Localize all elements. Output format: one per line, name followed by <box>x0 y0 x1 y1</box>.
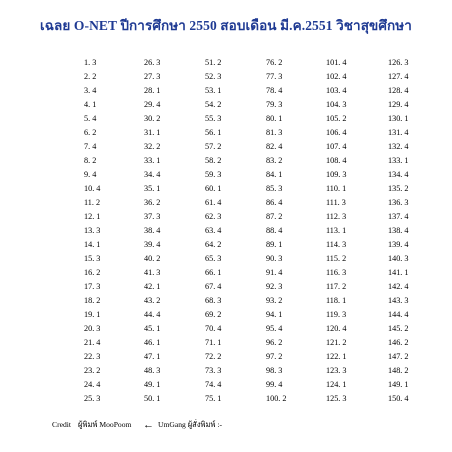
answer-cell: 10. 4 <box>84 184 101 193</box>
answer-row <box>0 378 452 392</box>
answer-cell: 89. 1 <box>266 240 283 249</box>
answer-cell: 36. 2 <box>144 198 161 207</box>
answer-cell: 82. 4 <box>266 142 283 151</box>
answer-cell: 63. 4 <box>205 226 222 235</box>
answer-row <box>0 140 452 154</box>
answer-cell: 92. 3 <box>266 282 283 291</box>
answer-cell: 98. 3 <box>266 366 283 375</box>
answer-cell: 70. 4 <box>205 324 222 333</box>
answer-cell: 141. 1 <box>388 268 409 277</box>
answer-cell: 47. 1 <box>144 352 161 361</box>
answer-row <box>0 322 452 336</box>
answer-cell: 22. 3 <box>84 352 101 361</box>
answer-cell: 83. 2 <box>266 156 283 165</box>
answer-cell: 121. 2 <box>326 338 347 347</box>
answer-cell: 21. 4 <box>84 338 101 347</box>
answer-row <box>0 294 452 308</box>
answer-cell: 137. 4 <box>388 212 409 221</box>
arrow-left-icon: ← <box>143 419 154 431</box>
answer-cell: 127. 4 <box>388 72 409 81</box>
answer-cell: 80. 1 <box>266 114 283 123</box>
answer-cell: 114. 3 <box>326 240 347 249</box>
answer-cell: 46. 1 <box>144 338 161 347</box>
answer-cell: 29. 4 <box>144 100 161 109</box>
answer-cell: 126. 3 <box>388 58 409 67</box>
answer-cell: 20. 3 <box>84 324 101 333</box>
answer-row <box>0 196 452 210</box>
answer-cell: 3. 4 <box>84 86 97 95</box>
answer-cell: 85. 3 <box>266 184 283 193</box>
answer-cell: 16. 2 <box>84 268 101 277</box>
answer-row <box>0 70 452 84</box>
answer-cell: 55. 3 <box>205 114 222 123</box>
answer-cell: 139. 4 <box>388 240 409 249</box>
answer-cell: 136. 3 <box>388 198 409 207</box>
answer-cell: 11. 2 <box>84 198 101 207</box>
answer-row <box>0 252 452 266</box>
answer-cell: 4. 1 <box>84 100 97 109</box>
answer-cell: 44. 4 <box>144 310 161 319</box>
answer-row <box>0 308 452 322</box>
answer-cell: 39. 4 <box>144 240 161 249</box>
answer-cell: 61. 4 <box>205 198 222 207</box>
answer-cell: 129. 4 <box>388 100 409 109</box>
answer-cell: 25. 3 <box>84 394 101 403</box>
answer-row <box>0 112 452 126</box>
answer-cell: 42. 1 <box>144 282 161 291</box>
answer-cell: 138. 4 <box>388 226 409 235</box>
answer-cell: 34. 4 <box>144 170 161 179</box>
answer-row <box>0 350 452 364</box>
answer-cell: 107. 4 <box>326 142 347 151</box>
answer-cell: 52. 3 <box>205 72 222 81</box>
answer-cell: 9. 4 <box>84 170 97 179</box>
answer-cell: 67. 4 <box>205 282 222 291</box>
answer-cell: 135. 2 <box>388 184 409 193</box>
answer-cell: 74. 4 <box>205 380 222 389</box>
answer-cell: 57. 2 <box>205 142 222 151</box>
answer-cell: 5. 4 <box>84 114 97 123</box>
answer-cell: 81. 3 <box>266 128 283 137</box>
answer-cell: 2. 2 <box>84 72 97 81</box>
answer-cell: 33. 1 <box>144 156 161 165</box>
answer-cell: 41. 3 <box>144 268 161 277</box>
answer-cell: 59. 3 <box>205 170 222 179</box>
answer-row <box>0 266 452 280</box>
answer-cell: 15. 3 <box>84 254 101 263</box>
answer-cell: 38. 4 <box>144 226 161 235</box>
answer-cell: 88. 4 <box>266 226 283 235</box>
answer-cell: 31. 1 <box>144 128 161 137</box>
answer-cell: 86. 4 <box>266 198 283 207</box>
answer-cell: 43. 2 <box>144 296 161 305</box>
answer-cell: 66. 1 <box>205 268 222 277</box>
answer-cell: 69. 2 <box>205 310 222 319</box>
answer-cell: 140. 3 <box>388 254 409 263</box>
answer-cell: 112. 3 <box>326 212 347 221</box>
answer-cell: 132. 4 <box>388 142 409 151</box>
answer-cell: 99. 4 <box>266 380 283 389</box>
answer-cell: 40. 2 <box>144 254 161 263</box>
answer-cell: 13. 3 <box>84 226 101 235</box>
answer-cell: 49. 1 <box>144 380 161 389</box>
answer-row <box>0 154 452 168</box>
answer-cell: 144. 4 <box>388 310 409 319</box>
answer-cell: 54. 2 <box>205 100 222 109</box>
answer-cell: 128. 4 <box>388 86 409 95</box>
answer-cell: 45. 1 <box>144 324 161 333</box>
answer-cell: 147. 2 <box>388 352 409 361</box>
answer-cell: 113. 1 <box>326 226 347 235</box>
answer-row <box>0 224 452 238</box>
answer-cell: 68. 3 <box>205 296 222 305</box>
answer-row <box>0 280 452 294</box>
answer-cell: 18. 2 <box>84 296 101 305</box>
answer-cell: 142. 4 <box>388 282 409 291</box>
answer-cell: 97. 2 <box>266 352 283 361</box>
answer-cell: 143. 3 <box>388 296 409 305</box>
answer-cell: 73. 3 <box>205 366 222 375</box>
answer-cell: 65. 3 <box>205 254 222 263</box>
answer-cell: 1. 3 <box>84 58 97 67</box>
answer-row <box>0 210 452 224</box>
answer-cell: 115. 2 <box>326 254 347 263</box>
answer-cell: 131. 4 <box>388 128 409 137</box>
answer-cell: 62. 3 <box>205 212 222 221</box>
answer-cell: 17. 3 <box>84 282 101 291</box>
answer-cell: 101. 4 <box>326 58 347 67</box>
answer-cell: 94. 1 <box>266 310 283 319</box>
answer-cell: 79. 3 <box>266 100 283 109</box>
answer-cell: 50. 1 <box>144 394 161 403</box>
answer-cell: 27. 3 <box>144 72 161 81</box>
answer-cell: 124. 1 <box>326 380 347 389</box>
answer-cell: 110. 1 <box>326 184 347 193</box>
answer-cell: 32. 2 <box>144 142 161 151</box>
answer-cell: 122. 1 <box>326 352 347 361</box>
answer-cell: 26. 3 <box>144 58 161 67</box>
answer-row <box>0 392 452 406</box>
answer-cell: 23. 2 <box>84 366 101 375</box>
answer-cell: 64. 2 <box>205 240 222 249</box>
answer-cell: 91. 4 <box>266 268 283 277</box>
answer-cell: 106. 4 <box>326 128 347 137</box>
answer-cell: 145. 2 <box>388 324 409 333</box>
credit-footer <box>0 418 452 432</box>
answer-row <box>0 182 452 196</box>
answer-cell: 108. 4 <box>326 156 347 165</box>
answer-cell: 37. 3 <box>144 212 161 221</box>
credit-right-text: UmGang ผู้สั่งพิมพ์ :- <box>158 420 223 429</box>
answer-cell: 116. 3 <box>326 268 347 277</box>
answer-cell: 100. 2 <box>266 394 287 403</box>
answer-cell: 125. 3 <box>326 394 347 403</box>
answer-row <box>0 336 452 350</box>
answer-cell: 84. 1 <box>266 170 283 179</box>
answer-cell: 60. 1 <box>205 184 222 193</box>
answer-cell: 123. 3 <box>326 366 347 375</box>
answer-cell: 96. 2 <box>266 338 283 347</box>
answer-cell: 87. 2 <box>266 212 283 221</box>
answer-cell: 8. 2 <box>84 156 97 165</box>
answer-cell: 77. 3 <box>266 72 283 81</box>
answer-cell: 48. 3 <box>144 366 161 375</box>
answer-cell: 6. 2 <box>84 128 97 137</box>
answer-cell: 102. 4 <box>326 72 347 81</box>
answer-cell: 111. 3 <box>326 198 346 207</box>
answer-cell: 35. 1 <box>144 184 161 193</box>
answer-cell: 56. 1 <box>205 128 222 137</box>
answer-cell: 51. 2 <box>205 58 222 67</box>
answer-cell: 148. 2 <box>388 366 409 375</box>
answer-cell: 95. 4 <box>266 324 283 333</box>
page-title: เฉลย O-NET ปีการศึกษา 2550 สอบเดือน มี.ค.2551 วิชาสุขศึกษา <box>40 18 412 33</box>
answer-row <box>0 84 452 98</box>
credit-name: ผู้พิมพ์ MooPoom <box>78 420 132 429</box>
answer-cell: 133. 1 <box>388 156 409 165</box>
answer-cell: 105. 2 <box>326 114 347 123</box>
answer-cell: 19. 1 <box>84 310 101 319</box>
answer-cell: 118. 1 <box>326 296 347 305</box>
answer-cell: 109. 3 <box>326 170 347 179</box>
answer-cell: 58. 2 <box>205 156 222 165</box>
answer-cell: 93. 2 <box>266 296 283 305</box>
answer-cell: 149. 1 <box>388 380 409 389</box>
answer-cell: 30. 2 <box>144 114 161 123</box>
answer-cell: 53. 1 <box>205 86 222 95</box>
answer-cell: 78. 4 <box>266 86 283 95</box>
answer-cell: 90. 3 <box>266 254 283 263</box>
answer-cell: 120. 4 <box>326 324 347 333</box>
answer-cell: 134. 4 <box>388 170 409 179</box>
answer-cell: 146. 2 <box>388 338 409 347</box>
answer-cell: 103. 4 <box>326 86 347 95</box>
answer-cell: 71. 1 <box>205 338 222 347</box>
answer-row <box>0 98 452 112</box>
answer-cell: 12. 1 <box>84 212 101 221</box>
credit-label: Credit <box>52 420 71 429</box>
answer-cell: 7. 4 <box>84 142 97 151</box>
answer-row <box>0 364 452 378</box>
answer-row <box>0 238 452 252</box>
answer-cell: 76. 2 <box>266 58 283 67</box>
answer-row <box>0 126 452 140</box>
answer-cell: 117. 2 <box>326 282 347 291</box>
answer-row <box>0 168 452 182</box>
answer-cell: 28. 1 <box>144 86 161 95</box>
answer-cell: 14. 1 <box>84 240 101 249</box>
answer-cell: 119. 3 <box>326 310 347 319</box>
answer-cell: 150. 4 <box>388 394 409 403</box>
answer-row <box>0 56 452 70</box>
answer-cell: 72. 2 <box>205 352 222 361</box>
answer-cell: 130. 1 <box>388 114 409 123</box>
answer-cell: 24. 4 <box>84 380 101 389</box>
answer-cell: 104. 3 <box>326 100 347 109</box>
answer-cell: 75. 1 <box>205 394 222 403</box>
